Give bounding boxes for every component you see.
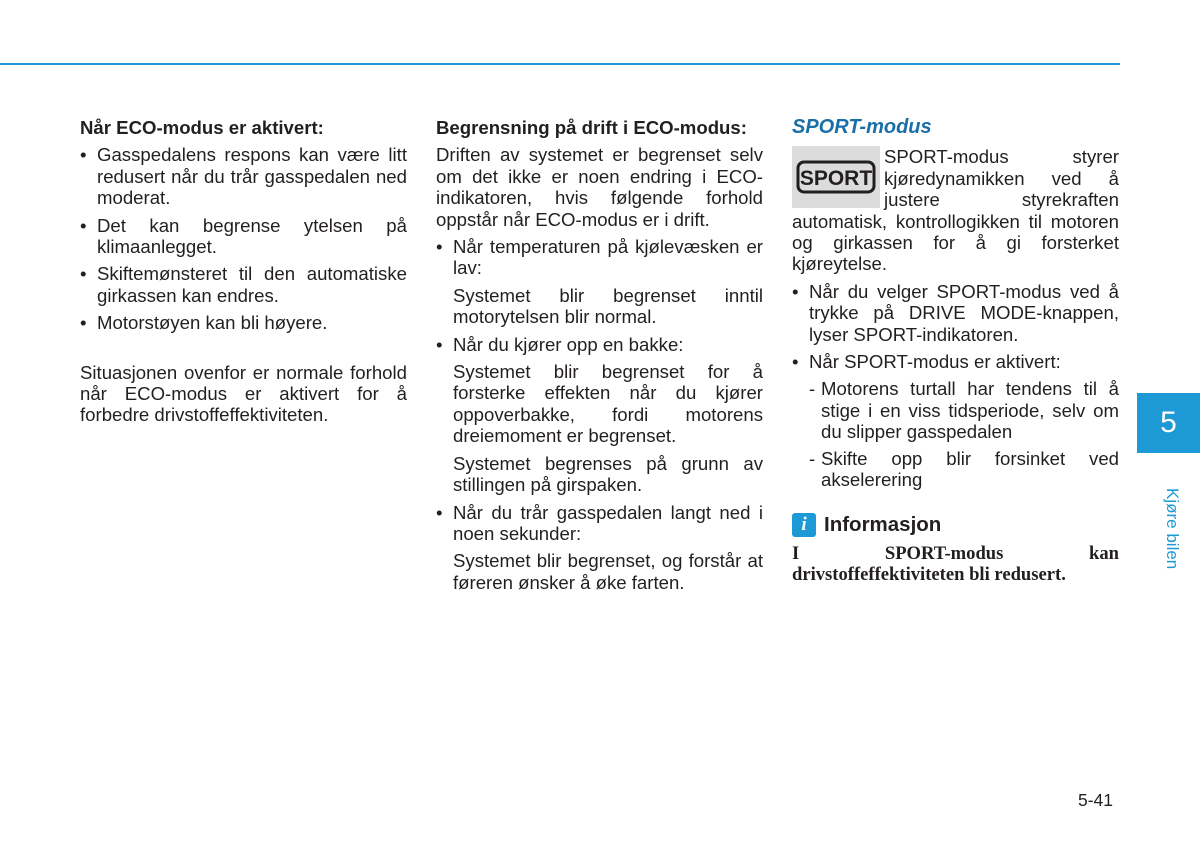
- sport-active-sublist: [809, 378, 1119, 490]
- info-icon: i: [792, 513, 816, 537]
- list-item: [792, 351, 1119, 490]
- info-header: [792, 513, 1119, 537]
- list-item: • Gasspedalens respons kan være litt redusert når du trår gasspedalen ned moderat.: [80, 144, 407, 208]
- sport-list: [792, 281, 1119, 491]
- column-eco-limits: [436, 117, 763, 599]
- list-item-text: Når du kjører opp en bakke:: [453, 333, 684, 355]
- info-text: I SPORT-modus kan drivstoffeffektiviteten bli redusert.: [792, 542, 1119, 585]
- list-item-detail: Systemet begrenses på grunn av stillingen på girspaken.: [453, 452, 763, 496]
- sport-intro-text: SPORT-modus styrer kjøredynamikken ved å justere styrekraften automatisk, kontrollogikken til motoren og girkassen for å gi forsterket kjøreytelse.: [792, 146, 1119, 275]
- eco-limits-list: [436, 236, 763, 593]
- eco-active-heading: Når ECO-modus er aktivert:: [80, 117, 324, 138]
- list-item: • Motorstøyen kan bli høyere.: [80, 312, 407, 333]
- eco-normal-paragraph: Situasjonen ovenfor er normale forhold når ECO-modus er aktivert for å forbedre drivstoffeffektiviteten.: [80, 361, 407, 426]
- list-item: • Det kan begrense ytelsen på klimaanlegget.: [80, 215, 407, 258]
- eco-active-list: [80, 144, 407, 333]
- list-item-text: Når SPORT-modus er aktivert:: [809, 351, 1061, 373]
- page-number: 5-41: [1078, 790, 1114, 810]
- list-item: • Når du velger SPORT-modus ved å trykke på DRIVE MODE-knappen, lyser SPORT-indikatoren.: [792, 281, 1119, 345]
- column-eco-active: [80, 117, 407, 426]
- list-item: [436, 502, 763, 594]
- list-item-detail: Systemet blir begrenset inntil motorytelsen blir normal.: [453, 284, 763, 328]
- eco-limits-intro: Driften av systemet er begrenset selv om det ikke er noen endring i ECO-indikatoren, hvis følgende forhold oppstår når ECO-modus er i drift.: [436, 144, 763, 230]
- sport-intro-block: [792, 146, 1119, 274]
- list-item-text: Når temperaturen på kjølevæsken er lav:: [453, 236, 763, 279]
- list-item-text: Når du trår gasspedalen langt ned i noen sekunder:: [453, 501, 763, 544]
- chapter-tab: 5: [1137, 393, 1200, 453]
- sport-mode-title: SPORT-modus: [792, 116, 932, 138]
- sport-badge-graphic: [796, 160, 876, 194]
- list-item: - Motorens turtall har tendens til å stige i en viss tidsperiode, selv om du slipper gasspedalen: [809, 378, 1119, 442]
- top-rule: [0, 63, 1120, 65]
- eco-limits-heading: Begrensning på drift i ECO-modus:: [436, 117, 747, 138]
- list-item: • Skiftemønsteret til den automatiske girkassen kan endres.: [80, 263, 407, 306]
- list-item-detail: Systemet blir begrenset, og forstår at føreren ønsker å øke farten.: [453, 550, 763, 593]
- info-title: Informasjon: [824, 512, 942, 536]
- sport-badge-label: SPORT: [799, 167, 873, 191]
- list-item-detail: Systemet blir begrenset for å forsterke effekten når du kjører oppoverbakke, fordi motorens dreiemoment er begrenset.: [453, 361, 763, 447]
- chapter-label: Kjøre bilen: [1163, 488, 1182, 570]
- list-item: [436, 236, 763, 328]
- list-item: [436, 334, 763, 496]
- sport-mode-icon: [792, 146, 880, 208]
- list-item: - Skifte opp blir forsinket ved akselerering: [809, 448, 1119, 491]
- column-sport-mode: [792, 117, 1119, 586]
